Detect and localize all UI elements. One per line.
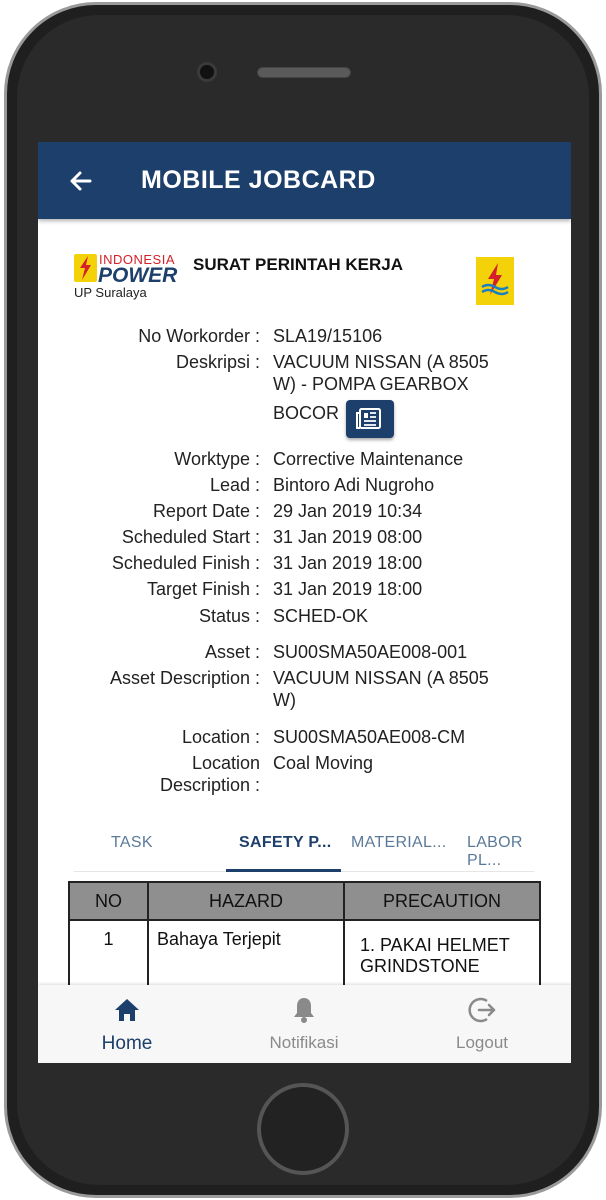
column-header: NO [69,882,148,920]
column-header: HAZARD [148,882,344,920]
field-label: Report Date : [152,501,260,521]
field-label: Deskripsi : [175,352,260,372]
field-label: No Workorder : [138,326,260,346]
field-value: SLA19/15106 [273,326,383,346]
field-value-line: BOCOR [273,403,340,423]
cell-precaution: 1. PAKAI HELMET GRINDSTONE [344,920,540,990]
nav-label: Notifikasi [269,1033,339,1052]
field-label: Lead : [209,475,260,495]
bell-icon [289,995,319,1025]
tab-task[interactable]: TASK [111,834,153,851]
front-camera [197,62,217,82]
column-header: PRECAUTION [344,882,540,920]
field-label: Worktype : [174,449,260,469]
field-label-line: Description : [159,775,260,795]
field-value-line: W) [273,690,296,710]
logo-text-unit: UP Suralaya [74,285,147,300]
field-value: SU00SMA50AE008-CM [273,727,466,747]
description-detail-button[interactable] [346,400,394,438]
field-value-line: W) - POMPA GEARBOX [273,374,469,394]
pln-logo [476,257,514,305]
indonesia-power-logo [74,252,184,300]
field-value: 31 Jan 2019 18:00 [273,553,423,573]
cell-hazard: Bahaya Terjepit [148,920,344,990]
logo-text-power: POWER [98,264,178,287]
lightning-logo-mark [74,254,97,282]
field-label: Scheduled Start : [121,527,260,547]
field-value: 31 Jan 2019 18:00 [273,579,423,599]
field-value: SCHED-OK [273,606,369,626]
tab-bar [74,822,534,872]
field-label: Scheduled Finish : [111,553,260,573]
field-value-line: VACUUM NISSAN (A 8505 [273,352,489,372]
tab-material[interactable]: MATERIAL... [351,834,447,851]
active-tab-indicator [226,869,341,872]
field-label: Asset : [204,642,260,662]
field-label: Location : [181,727,260,747]
logo-text-indonesia: INDONESIA [99,252,176,267]
table-row [69,920,540,990]
app-bar-title: MOBILE JOBCARD [141,166,376,194]
tab-labor[interactable]: LABOR PL... [467,834,523,869]
field-label: Asset Description : [109,668,260,688]
phone-home-button[interactable] [257,1083,349,1175]
home-icon [112,995,142,1025]
bottom-navigation [38,985,571,1063]
field-value: Bintoro Adi Nugroho [273,475,435,495]
field-label: Target Finish : [146,579,260,599]
field-label: Status : [198,606,260,626]
cell-no: 1 [69,920,148,990]
field-value: 31 Jan 2019 08:00 [273,527,423,547]
nav-logout[interactable] [422,995,542,1053]
safety-table [68,881,541,991]
table-header-row [69,882,540,920]
document-icon [346,400,394,438]
tab-safety[interactable]: SAFETY P... [239,834,332,851]
earpiece-speaker [257,67,351,78]
document-title: SURAT PERINTAH KERJA [193,255,403,274]
field-label-line: Location [191,753,260,773]
field-value-line: VACUUM NISSAN (A 8505 [273,668,489,688]
nav-home[interactable] [67,995,187,1055]
field-value: Corrective Maintenance [273,449,464,469]
app-bar [38,142,571,219]
field-value: Coal Moving [273,753,374,773]
nav-label: Logout [456,1033,508,1052]
field-value: 29 Jan 2019 10:34 [273,501,423,521]
field-value: SU00SMA50AE008-001 [273,642,468,662]
back-arrow-icon[interactable] [66,166,96,196]
app-screen [38,142,571,1063]
nav-notifikasi[interactable] [244,995,364,1053]
logout-icon [467,995,497,1025]
nav-label: Home [101,1033,153,1054]
